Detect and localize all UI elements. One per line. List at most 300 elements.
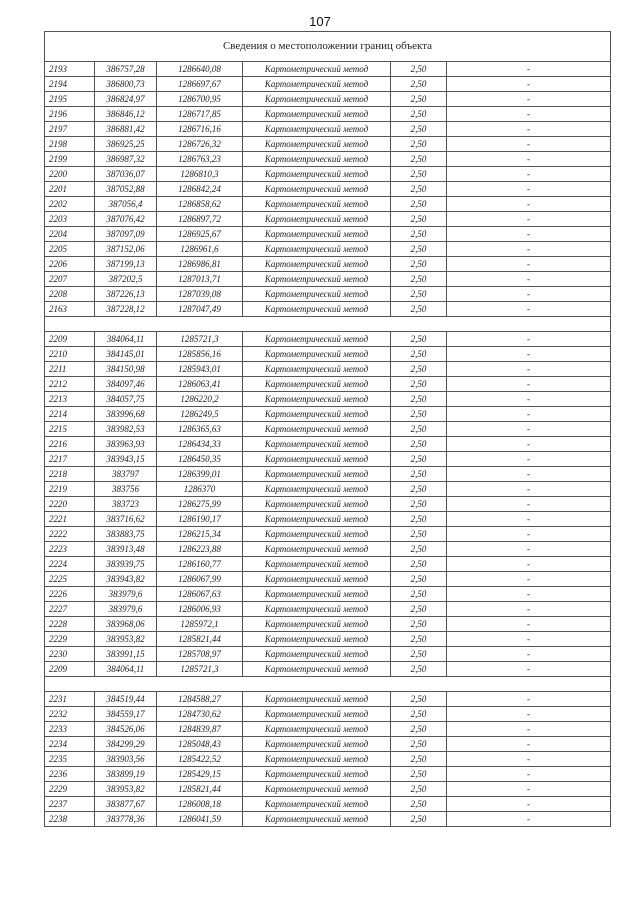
accuracy-cell: 2,50 (391, 242, 447, 257)
description-cell: - (447, 737, 611, 752)
accuracy-cell: 2,50 (391, 272, 447, 287)
table-row (45, 737, 611, 752)
method-cell: Картометрический метод (243, 197, 391, 212)
method-cell: Картометрический метод (243, 167, 391, 182)
method-cell: Картометрический метод (243, 227, 391, 242)
accuracy-cell: 2,50 (391, 107, 447, 122)
method-cell: Картометрический метод (243, 392, 391, 407)
x-coordinate-cell: 387152,06 (95, 242, 157, 257)
table-row (45, 212, 611, 227)
point-number-cell: 2205 (45, 242, 95, 257)
point-number-cell: 2229 (45, 632, 95, 647)
table-row (45, 752, 611, 767)
table-row (45, 557, 611, 572)
x-coordinate-cell: 384299,29 (95, 737, 157, 752)
x-coordinate-cell: 384057,75 (95, 392, 157, 407)
y-coordinate-cell: 1286249,5 (157, 407, 243, 422)
x-coordinate-cell: 383996,68 (95, 407, 157, 422)
description-cell: - (447, 332, 611, 347)
x-coordinate-cell: 383778,36 (95, 812, 157, 827)
accuracy-cell: 2,50 (391, 92, 447, 107)
point-number-cell: 2195 (45, 92, 95, 107)
description-cell: - (447, 287, 611, 302)
method-cell: Картометрический метод (243, 362, 391, 377)
x-coordinate-cell: 387228,12 (95, 302, 157, 317)
y-coordinate-cell: 1285943,01 (157, 362, 243, 377)
x-coordinate-cell: 383968,06 (95, 617, 157, 632)
description-cell: - (447, 797, 611, 812)
table-row (45, 167, 611, 182)
table-row (45, 632, 611, 647)
group-separator-row (45, 317, 611, 332)
y-coordinate-cell: 1286063,41 (157, 377, 243, 392)
point-number-cell: 2225 (45, 572, 95, 587)
description-cell: - (447, 167, 611, 182)
description-cell: - (447, 617, 611, 632)
point-number-cell: 2222 (45, 527, 95, 542)
point-number-cell: 2202 (45, 197, 95, 212)
accuracy-cell: 2,50 (391, 572, 447, 587)
y-coordinate-cell: 1285972,1 (157, 617, 243, 632)
accuracy-cell: 2,50 (391, 452, 447, 467)
y-coordinate-cell: 1286640,08 (157, 62, 243, 77)
table-row (45, 257, 611, 272)
table-title-row (45, 32, 611, 62)
description-cell: - (447, 347, 611, 362)
point-number-cell: 2198 (45, 137, 95, 152)
y-coordinate-cell: 1286275,99 (157, 497, 243, 512)
description-cell: - (447, 557, 611, 572)
method-cell: Картометрический метод (243, 632, 391, 647)
point-number-cell: 2218 (45, 467, 95, 482)
accuracy-cell: 2,50 (391, 212, 447, 227)
method-cell: Картометрический метод (243, 452, 391, 467)
point-number-cell: 2221 (45, 512, 95, 527)
description-cell: - (447, 632, 611, 647)
x-coordinate-cell: 383723 (95, 497, 157, 512)
x-coordinate-cell: 386800,73 (95, 77, 157, 92)
point-number-cell: 2220 (45, 497, 95, 512)
x-coordinate-cell: 384064,11 (95, 662, 157, 677)
point-number-cell: 2231 (45, 692, 95, 707)
table-row (45, 407, 611, 422)
accuracy-cell: 2,50 (391, 257, 447, 272)
table-row (45, 587, 611, 602)
point-number-cell: 2235 (45, 752, 95, 767)
y-coordinate-cell: 1286858,62 (157, 197, 243, 212)
accuracy-cell: 2,50 (391, 617, 447, 632)
x-coordinate-cell: 386757,28 (95, 62, 157, 77)
accuracy-cell: 2,50 (391, 467, 447, 482)
table-row (45, 647, 611, 662)
y-coordinate-cell: 1286986,81 (157, 257, 243, 272)
method-cell: Картометрический метод (243, 662, 391, 677)
y-coordinate-cell: 1286697,67 (157, 77, 243, 92)
y-coordinate-cell: 1286450,35 (157, 452, 243, 467)
table-row (45, 542, 611, 557)
x-coordinate-cell: 387226,13 (95, 287, 157, 302)
method-cell: Картометрический метод (243, 77, 391, 92)
y-coordinate-cell: 1286220,2 (157, 392, 243, 407)
description-cell: - (447, 707, 611, 722)
table-row (45, 617, 611, 632)
point-number-cell: 2209 (45, 662, 95, 677)
x-coordinate-cell: 383963,93 (95, 437, 157, 452)
y-coordinate-cell: 1286763,23 (157, 152, 243, 167)
table-row (45, 767, 611, 782)
point-number-cell: 2206 (45, 257, 95, 272)
point-number-cell: 2211 (45, 362, 95, 377)
method-cell: Картометрический метод (243, 347, 391, 362)
method-cell: Картометрический метод (243, 812, 391, 827)
table-row (45, 497, 611, 512)
table-row (45, 152, 611, 167)
method-cell: Картометрический метод (243, 137, 391, 152)
description-cell: - (447, 257, 611, 272)
accuracy-cell: 2,50 (391, 557, 447, 572)
y-coordinate-cell: 1286717,85 (157, 107, 243, 122)
accuracy-cell: 2,50 (391, 152, 447, 167)
boundary-table-body (45, 32, 611, 827)
x-coordinate-cell: 383979,6 (95, 587, 157, 602)
x-coordinate-cell: 383943,82 (95, 572, 157, 587)
table-row (45, 362, 611, 377)
table-row (45, 467, 611, 482)
x-coordinate-cell: 387202,5 (95, 272, 157, 287)
y-coordinate-cell: 1285721,3 (157, 662, 243, 677)
accuracy-cell: 2,50 (391, 512, 447, 527)
group-separator-cell (45, 677, 611, 692)
accuracy-cell: 2,50 (391, 812, 447, 827)
table-row (45, 347, 611, 362)
point-number-cell: 2204 (45, 227, 95, 242)
point-number-cell: 2224 (45, 557, 95, 572)
y-coordinate-cell: 1286961,6 (157, 242, 243, 257)
accuracy-cell: 2,50 (391, 167, 447, 182)
y-coordinate-cell: 1285048,43 (157, 737, 243, 752)
table-row (45, 797, 611, 812)
table-row (45, 572, 611, 587)
y-coordinate-cell: 1286370 (157, 482, 243, 497)
accuracy-cell: 2,50 (391, 722, 447, 737)
y-coordinate-cell: 1286215,34 (157, 527, 243, 542)
description-cell: - (447, 497, 611, 512)
x-coordinate-cell: 387036,07 (95, 167, 157, 182)
table-row (45, 437, 611, 452)
table-row (45, 452, 611, 467)
y-coordinate-cell: 1286067,63 (157, 587, 243, 602)
table-row (45, 602, 611, 617)
method-cell: Картометрический метод (243, 62, 391, 77)
point-number-cell: 2199 (45, 152, 95, 167)
point-number-cell: 2194 (45, 77, 95, 92)
table-row (45, 302, 611, 317)
point-number-cell: 2237 (45, 797, 95, 812)
x-coordinate-cell: 384150,98 (95, 362, 157, 377)
method-cell: Картометрический метод (243, 107, 391, 122)
method-cell: Картометрический метод (243, 512, 391, 527)
accuracy-cell: 2,50 (391, 767, 447, 782)
point-number-cell: 2229 (45, 782, 95, 797)
description-cell: - (447, 662, 611, 677)
accuracy-cell: 2,50 (391, 602, 447, 617)
method-cell: Картометрический метод (243, 617, 391, 632)
method-cell: Картометрический метод (243, 242, 391, 257)
method-cell: Картометрический метод (243, 302, 391, 317)
x-coordinate-cell: 386987,32 (95, 152, 157, 167)
table-row (45, 137, 611, 152)
accuracy-cell: 2,50 (391, 62, 447, 77)
accuracy-cell: 2,50 (391, 497, 447, 512)
x-coordinate-cell: 383899,19 (95, 767, 157, 782)
table-row (45, 377, 611, 392)
method-cell: Картометрический метод (243, 572, 391, 587)
y-coordinate-cell: 1286190,17 (157, 512, 243, 527)
point-number-cell: 2238 (45, 812, 95, 827)
table-row (45, 182, 611, 197)
x-coordinate-cell: 383883,75 (95, 527, 157, 542)
x-coordinate-cell: 386846,12 (95, 107, 157, 122)
table-row (45, 227, 611, 242)
description-cell: - (447, 137, 611, 152)
method-cell: Картометрический метод (243, 407, 391, 422)
point-number-cell: 2233 (45, 722, 95, 737)
accuracy-cell: 2,50 (391, 422, 447, 437)
description-cell: - (447, 572, 611, 587)
y-coordinate-cell: 1287013,71 (157, 272, 243, 287)
method-cell: Картометрический метод (243, 647, 391, 662)
description-cell: - (447, 407, 611, 422)
method-cell: Картометрический метод (243, 422, 391, 437)
y-coordinate-cell: 1286897,72 (157, 212, 243, 227)
point-number-cell: 2217 (45, 452, 95, 467)
y-coordinate-cell: 1286842,24 (157, 182, 243, 197)
boundary-table-sheet (44, 31, 610, 827)
method-cell: Картометрический метод (243, 527, 391, 542)
table-row (45, 707, 611, 722)
x-coordinate-cell: 384145,01 (95, 347, 157, 362)
x-coordinate-cell: 387097,09 (95, 227, 157, 242)
point-number-cell: 2219 (45, 482, 95, 497)
method-cell: Картометрический метод (243, 587, 391, 602)
accuracy-cell: 2,50 (391, 287, 447, 302)
point-number-cell: 2203 (45, 212, 95, 227)
x-coordinate-cell: 387199,13 (95, 257, 157, 272)
accuracy-cell: 2,50 (391, 392, 447, 407)
description-cell: - (447, 362, 611, 377)
description-cell: - (447, 77, 611, 92)
point-number-cell: 2197 (45, 122, 95, 137)
accuracy-cell: 2,50 (391, 347, 447, 362)
point-number-cell: 2213 (45, 392, 95, 407)
point-number-cell: 2163 (45, 302, 95, 317)
description-cell: - (447, 422, 611, 437)
x-coordinate-cell: 383953,82 (95, 782, 157, 797)
point-number-cell: 2234 (45, 737, 95, 752)
y-coordinate-cell: 1286223,88 (157, 542, 243, 557)
table-row (45, 782, 611, 797)
description-cell: - (447, 782, 611, 797)
description-cell: - (447, 302, 611, 317)
y-coordinate-cell: 1286925,67 (157, 227, 243, 242)
x-coordinate-cell: 386881,42 (95, 122, 157, 137)
description-cell: - (447, 587, 611, 602)
description-cell: - (447, 467, 611, 482)
description-cell: - (447, 812, 611, 827)
accuracy-cell: 2,50 (391, 587, 447, 602)
x-coordinate-cell: 383943,15 (95, 452, 157, 467)
group-separator-row (45, 677, 611, 692)
description-cell: - (447, 242, 611, 257)
x-coordinate-cell: 384097,46 (95, 377, 157, 392)
method-cell: Картометрический метод (243, 182, 391, 197)
table-row (45, 722, 611, 737)
description-cell: - (447, 62, 611, 77)
accuracy-cell: 2,50 (391, 122, 447, 137)
x-coordinate-cell: 383982,53 (95, 422, 157, 437)
accuracy-cell: 2,50 (391, 182, 447, 197)
point-number-cell: 2196 (45, 107, 95, 122)
x-coordinate-cell: 383903,56 (95, 752, 157, 767)
description-cell: - (447, 602, 611, 617)
y-coordinate-cell: 1286067,99 (157, 572, 243, 587)
point-number-cell: 2232 (45, 707, 95, 722)
accuracy-cell: 2,50 (391, 362, 447, 377)
method-cell: Картометрический метод (243, 437, 391, 452)
method-cell: Картометрический метод (243, 737, 391, 752)
accuracy-cell: 2,50 (391, 332, 447, 347)
table-row (45, 107, 611, 122)
accuracy-cell: 2,50 (391, 542, 447, 557)
y-coordinate-cell: 1286700,95 (157, 92, 243, 107)
y-coordinate-cell: 1284588,27 (157, 692, 243, 707)
group-separator-cell (45, 317, 611, 332)
point-number-cell: 2215 (45, 422, 95, 437)
description-cell: - (447, 392, 611, 407)
table-row (45, 662, 611, 677)
x-coordinate-cell: 387056,4 (95, 197, 157, 212)
accuracy-cell: 2,50 (391, 377, 447, 392)
x-coordinate-cell: 383877,67 (95, 797, 157, 812)
table-row (45, 692, 611, 707)
description-cell: - (447, 542, 611, 557)
x-coordinate-cell: 383991,15 (95, 647, 157, 662)
x-coordinate-cell: 384526,06 (95, 722, 157, 737)
method-cell: Картометрический метод (243, 557, 391, 572)
description-cell: - (447, 482, 611, 497)
y-coordinate-cell: 1287039,08 (157, 287, 243, 302)
description-cell: - (447, 197, 611, 212)
table-row (45, 482, 611, 497)
point-number-cell: 2223 (45, 542, 95, 557)
point-number-cell: 2209 (45, 332, 95, 347)
method-cell: Картометрический метод (243, 752, 391, 767)
table-row (45, 422, 611, 437)
accuracy-cell: 2,50 (391, 527, 447, 542)
point-number-cell: 2228 (45, 617, 95, 632)
point-number-cell: 2226 (45, 587, 95, 602)
accuracy-cell: 2,50 (391, 437, 447, 452)
x-coordinate-cell: 386824,97 (95, 92, 157, 107)
accuracy-cell: 2,50 (391, 782, 447, 797)
y-coordinate-cell: 1286160,77 (157, 557, 243, 572)
accuracy-cell: 2,50 (391, 632, 447, 647)
description-cell: - (447, 227, 611, 242)
table-row (45, 812, 611, 827)
description-cell: - (447, 767, 611, 782)
y-coordinate-cell: 1286810,3 (157, 167, 243, 182)
table-row (45, 62, 611, 77)
point-number-cell: 2193 (45, 62, 95, 77)
table-row (45, 242, 611, 257)
y-coordinate-cell: 1286008,18 (157, 797, 243, 812)
method-cell: Картометрический метод (243, 692, 391, 707)
accuracy-cell: 2,50 (391, 707, 447, 722)
boundary-table (44, 31, 611, 827)
description-cell: - (447, 692, 611, 707)
description-cell: - (447, 92, 611, 107)
x-coordinate-cell: 387076,42 (95, 212, 157, 227)
x-coordinate-cell: 387052,88 (95, 182, 157, 197)
y-coordinate-cell: 1285422,52 (157, 752, 243, 767)
y-coordinate-cell: 1286041,59 (157, 812, 243, 827)
table-row (45, 122, 611, 137)
x-coordinate-cell: 383939,75 (95, 557, 157, 572)
x-coordinate-cell: 384064,11 (95, 332, 157, 347)
description-cell: - (447, 512, 611, 527)
method-cell: Картометрический метод (243, 467, 391, 482)
method-cell: Картометрический метод (243, 782, 391, 797)
description-cell: - (447, 122, 611, 137)
description-cell: - (447, 752, 611, 767)
table-row (45, 77, 611, 92)
y-coordinate-cell: 1285821,44 (157, 782, 243, 797)
method-cell: Картометрический метод (243, 497, 391, 512)
point-number-cell: 2236 (45, 767, 95, 782)
method-cell: Картометрический метод (243, 212, 391, 227)
table-row (45, 272, 611, 287)
y-coordinate-cell: 1286716,16 (157, 122, 243, 137)
table-row (45, 512, 611, 527)
x-coordinate-cell: 384519,44 (95, 692, 157, 707)
description-cell: - (447, 272, 611, 287)
description-cell: - (447, 377, 611, 392)
table-row (45, 332, 611, 347)
point-number-cell: 2216 (45, 437, 95, 452)
y-coordinate-cell: 1286365,63 (157, 422, 243, 437)
point-number-cell: 2208 (45, 287, 95, 302)
x-coordinate-cell: 383797 (95, 467, 157, 482)
y-coordinate-cell: 1286006,93 (157, 602, 243, 617)
description-cell: - (447, 527, 611, 542)
method-cell: Картометрический метод (243, 797, 391, 812)
accuracy-cell: 2,50 (391, 137, 447, 152)
method-cell: Картометрический метод (243, 122, 391, 137)
page-number: 107 (309, 14, 331, 29)
y-coordinate-cell: 1284730,62 (157, 707, 243, 722)
x-coordinate-cell: 383756 (95, 482, 157, 497)
table-row (45, 197, 611, 212)
point-number-cell: 2200 (45, 167, 95, 182)
y-coordinate-cell: 1286726,32 (157, 137, 243, 152)
y-coordinate-cell: 1285821,44 (157, 632, 243, 647)
table-row (45, 527, 611, 542)
accuracy-cell: 2,50 (391, 797, 447, 812)
description-cell: - (447, 452, 611, 467)
description-cell: - (447, 107, 611, 122)
accuracy-cell: 2,50 (391, 482, 447, 497)
method-cell: Картометрический метод (243, 257, 391, 272)
